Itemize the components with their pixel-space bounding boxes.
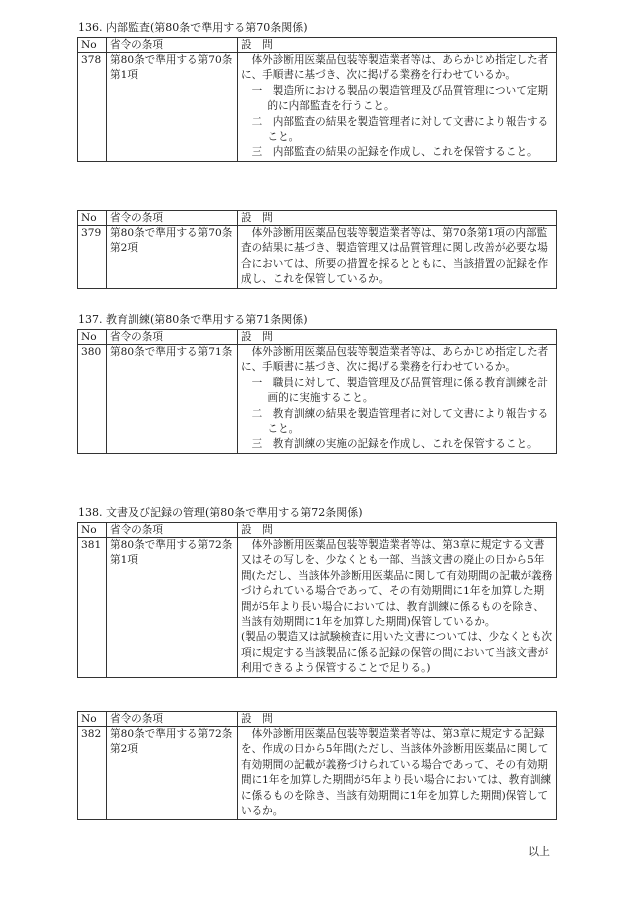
section-heading-137: 137. 教育訓練(第80条で準用する第71条関係) (78, 313, 308, 326)
row-no: 378 (78, 53, 107, 162)
row-question (238, 727, 557, 820)
table-row (78, 345, 557, 454)
row-article: 第80条で準用する第72条第2項 (107, 727, 238, 820)
row-question (238, 226, 557, 289)
question-text: 体外診断用医薬品包装等製造業者等は、第3章に規定する記録を、作成の日から5年間(ただし、当該体外診断用医薬品に関して有効期間の記載が義務づけられている場合であって、その有効期間に1年を加算した期間が5年より長い場合においては、教育訓練に係るものを除き、当該有効期間に1年を加算した期間)保管しているか。 (241, 728, 552, 818)
header-question: 設 問 (238, 523, 557, 538)
table-header-row (78, 211, 557, 226)
header-no: No (78, 330, 107, 345)
table-row (78, 727, 557, 820)
question-table-380 (77, 329, 557, 454)
header-question: 設 問 (238, 330, 557, 345)
header-question: 設 問 (238, 211, 557, 226)
question-item: 二 内部監査の結果を製造管理者に対して文書により報告すること。 (251, 115, 549, 144)
header-no: No (78, 211, 107, 226)
end-mark: 以上 (528, 845, 550, 858)
question-item: 三 教育訓練の実施の記録を作成し、これを保管すること。 (251, 438, 538, 451)
table-row (78, 538, 557, 678)
header-article: 省令の条項 (107, 330, 238, 345)
question-item: 三 内部監査の結果の記録を作成し、これを保管すること。 (251, 146, 538, 159)
header-article: 省令の条項 (107, 211, 238, 226)
header-question: 設 問 (238, 38, 557, 53)
row-no: 381 (78, 538, 107, 678)
row-no: 382 (78, 727, 107, 820)
question-item: 一 製造所における製品の製造管理及び品質管理について定期的に内部監査を行うこと。 (251, 84, 549, 113)
question-note: (製品の製造又は試験検査に用いた文書については、少なくとも次項に規定する当該製品に係る記録の保管の間において当該文書が利用できるよう保管することで足りる。) (241, 631, 553, 675)
row-no: 379 (78, 226, 107, 289)
header-no: No (78, 38, 107, 53)
table-row (78, 53, 557, 162)
table-header-row (78, 38, 557, 53)
row-question (238, 53, 557, 162)
row-article: 第80条で準用する第70条第1項 (107, 53, 238, 162)
question-text: 体外診断用医薬品包装等製造業者等は、あらかじめ指定した者に、手順書に基づき、次に掲げる業務を行わせているか。 (241, 54, 549, 82)
table-row (78, 226, 557, 289)
row-question (238, 345, 557, 454)
row-article: 第80条で準用する第71条 (107, 345, 238, 454)
table-header-row (78, 523, 557, 538)
question-table-379 (77, 210, 557, 289)
row-no: 380 (78, 345, 107, 454)
question-text: 体外診断用医薬品包装等製造業者等は、あらかじめ指定した者に、手順書に基づき、次に掲げる業務を行わせているか。 (241, 346, 549, 374)
header-no: No (78, 523, 107, 538)
question-text: 体外診断用医薬品包装等製造業者等は、第3章に規定する文書又はその写しを、少なくとも一部、当該文書の廃止の日から5年間(ただし、当該体外診断用医薬品に関して有効期間の記載が義務づけられている場合であって、その有効期間に1年を加算した期間が5年より長い場合においては、教育訓練に係るものを除き、当該有効期間に1年を加算した期間)保管しているか。 (241, 539, 553, 629)
section-heading-136: 136. 内部監査(第80条で準用する第70条関係) (78, 21, 308, 34)
row-article: 第80条で準用する第72条第1項 (107, 538, 238, 678)
header-article: 省令の条項 (107, 38, 238, 53)
table-header-row (78, 330, 557, 345)
question-item: 二 教育訓練の結果を製造管理者に対して文書により報告すること。 (251, 407, 549, 436)
section-heading-138: 138. 文書及び記録の管理(第80条で準用する第72条関係) (78, 506, 363, 519)
header-question: 設 問 (238, 712, 557, 727)
question-table-378 (77, 37, 557, 162)
question-table-381 (77, 522, 557, 678)
header-no: No (78, 712, 107, 727)
header-article: 省令の条項 (107, 523, 238, 538)
row-article: 第80条で準用する第70条第2項 (107, 226, 238, 289)
question-text: 体外診断用医薬品包装等製造業者等は、第70条第1項の内部監査の結果に基づき、製造管理又は品質管理に関し改善が必要な場合においては、所要の措置を採るとともに、当該措置の記録を作成し、これを保管しているか。 (241, 227, 549, 286)
table-header-row (78, 712, 557, 727)
question-item: 一 職員に対して、製造管理及び品質管理に係る教育訓練を計画的に実施すること。 (251, 376, 549, 405)
row-question (238, 538, 557, 678)
header-article: 省令の条項 (107, 712, 238, 727)
question-table-382 (77, 711, 557, 820)
